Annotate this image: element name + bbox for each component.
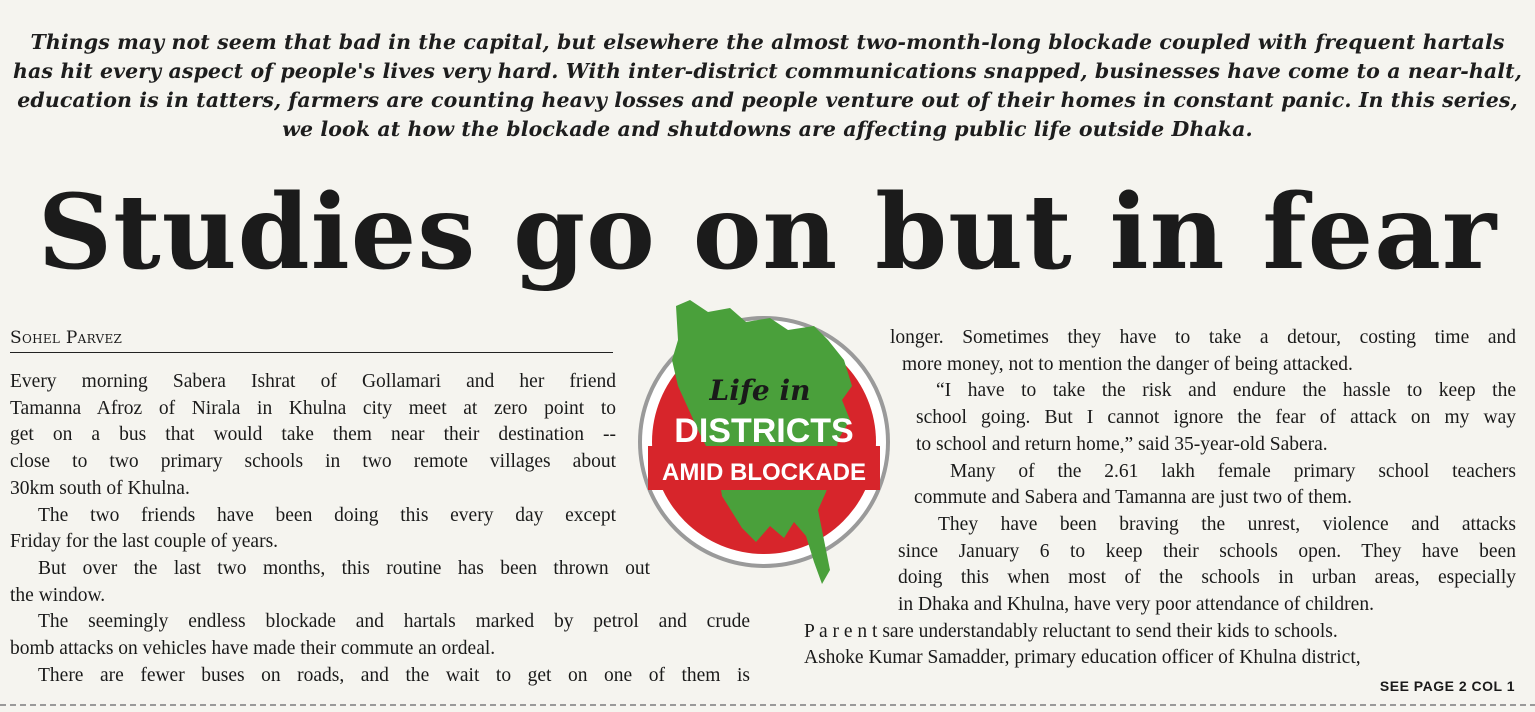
text-line: more money, not to mention the danger of being attacked. — [902, 353, 1353, 375]
text-line: But over the last two months, this routine has been thrown out — [38, 557, 650, 579]
text-line: since January 6 to keep their schools open. They have been — [898, 540, 1516, 562]
text-line: They have been braving the unrest, violence and attacks — [938, 513, 1516, 535]
text-line: in Dhaka and Khulna, have very poor attendance of children. — [898, 594, 1374, 616]
text-line: bomb attacks on vehicles have made their commute an ordeal. — [10, 638, 496, 660]
continued-on-page[interactable]: SEE PAGE 2 COL 1 — [1379, 678, 1515, 694]
text-line: to school and return home,” said 35-year-old Sabera. — [916, 433, 1328, 455]
text-line: the window. — [10, 584, 106, 606]
text-line: The two friends have been doing this every day except — [38, 504, 616, 526]
headline: Studies go on but in fear — [37, 172, 1498, 293]
text-line: doing this when most of the schools in urban areas, especially — [898, 567, 1516, 589]
logo-line2: DISTRICTS — [674, 412, 854, 450]
byline: Sohel Parvez — [10, 328, 613, 353]
text-line: commute and Sabera and Tamanna are just two of them. — [914, 487, 1352, 509]
text-line: 30km south of Khulna. — [10, 477, 190, 499]
bottom-dotted-rule — [0, 704, 1535, 706]
text-line: Every morning Sabera Ishrat of Gollamari and her friend — [10, 371, 616, 392]
text-line: “I have to take the risk and endure the hassle to keep the — [936, 380, 1516, 402]
text-line: get on a bus that would take them near their destination -- — [10, 424, 616, 446]
article-intro: Things may not seem that bad in the capital, but elsewhere the almost two-month-long blockade coupled with frequent hartals has hit every aspect of people's lives very hard. With inter-district communications snapped, businesses have come to a near-halt, education is in tatters, farmers are counting heavy losses and people venture out of their homes in constant panic. In this series, we look at how the blockade and shutdowns are affecting public life outside Dhaka. — [13, 30, 1522, 141]
text-line: Tamanna Afroz of Nirala in Khulna city meet at zero point to — [10, 397, 616, 419]
text-line: Friday for the last couple of years. — [10, 531, 279, 553]
logo-line1: Life in — [709, 374, 811, 407]
text-line: The seemingly endless blockade and hartals marked by petrol and crude — [38, 611, 750, 633]
text-line: longer. Sometimes they have to take a detour, costing time and — [890, 327, 1516, 348]
text-line: Ashoke Kumar Samadder, primary education officer of Khulna district, — [804, 647, 1361, 669]
logo-line3: AMID BLOCKADE — [662, 459, 866, 486]
article-column-2 — [804, 325, 1516, 672]
text-line: P a r e n t sare understandably reluctant to send their kids to schools. — [804, 620, 1338, 642]
text-line: school going. But I cannot ignore the fear of attack on my way — [916, 407, 1516, 429]
text-line: close to two primary schools in two remote villages about — [10, 451, 616, 473]
text-line: Many of the 2.61 lakh female primary school teachers — [950, 460, 1516, 482]
text-line: There are fewer buses on roads, and the wait to get on one of them is — [38, 664, 750, 686]
